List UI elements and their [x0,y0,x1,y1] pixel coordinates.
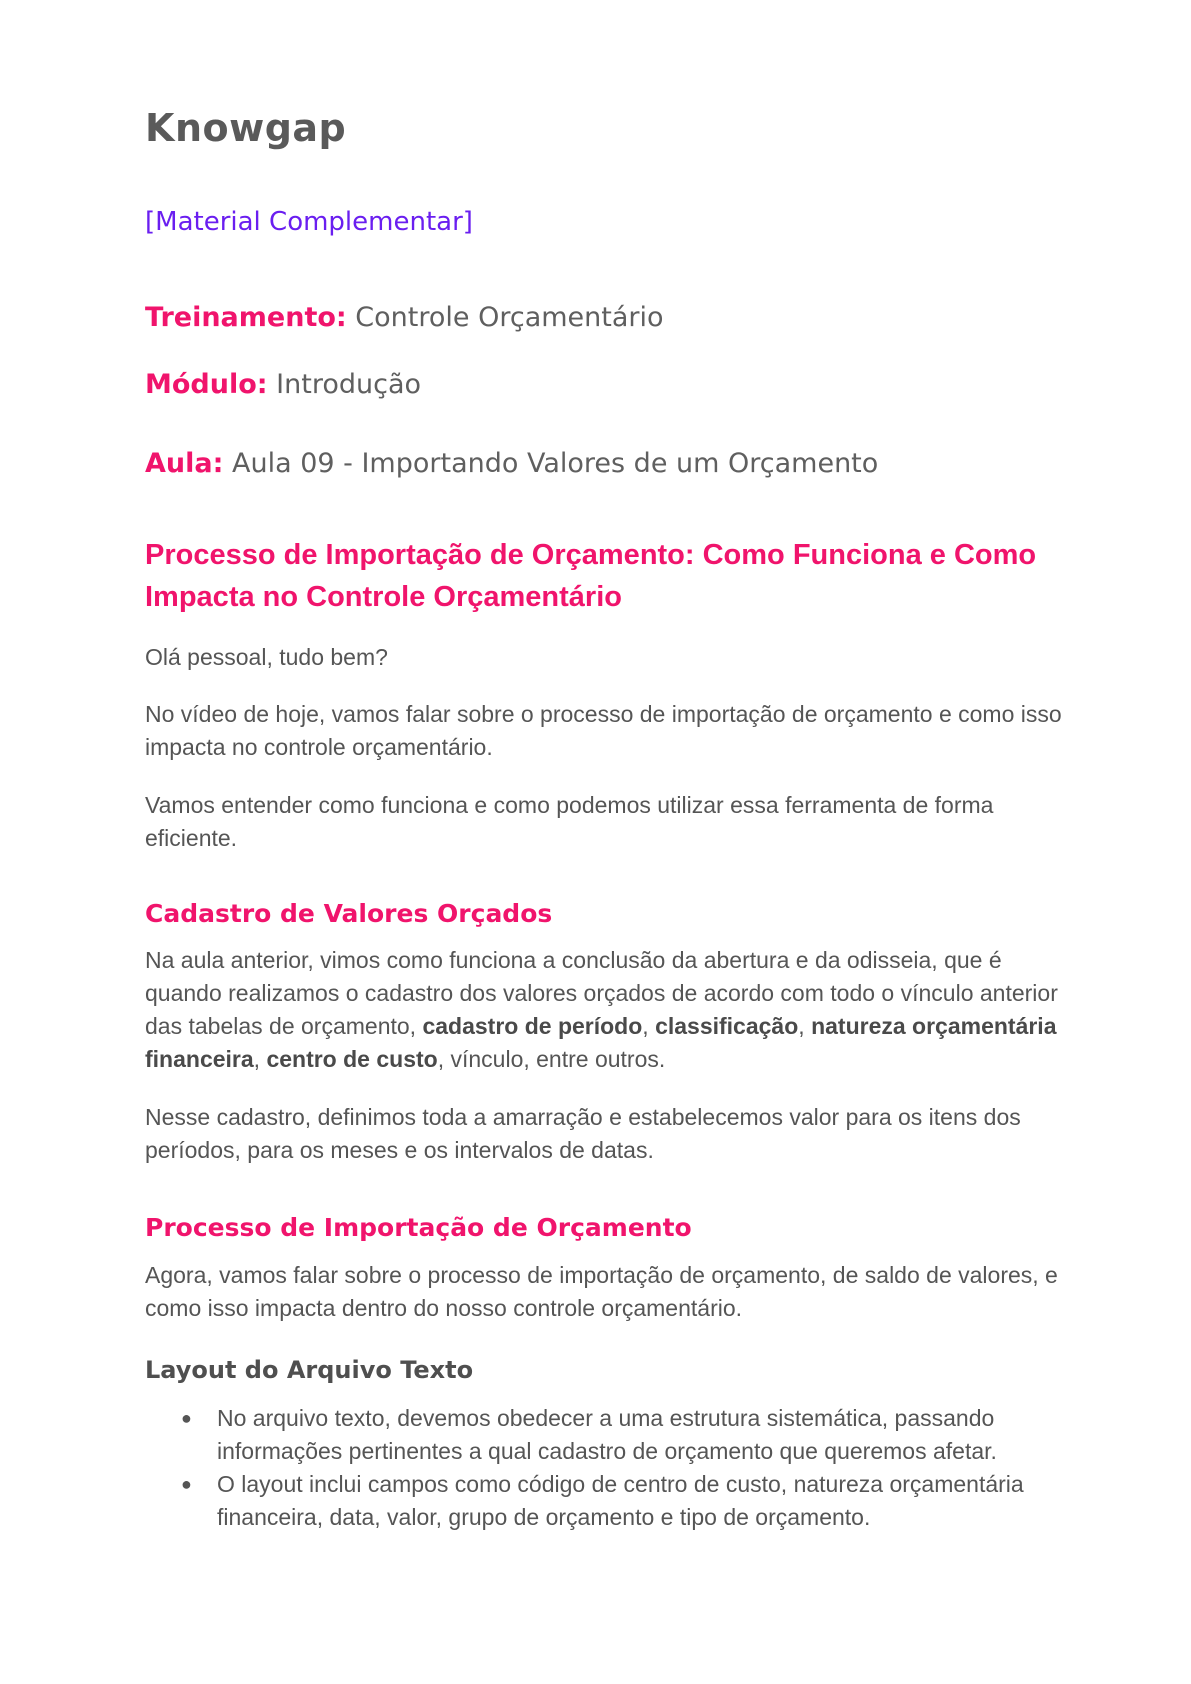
meta-lesson-label: Aula: [145,448,224,479]
material-tag: [Material Complementar] [145,207,473,237]
meta-module [145,369,421,400]
section1-paragraph-1 [145,944,1065,1076]
text-run: Na aula anterior, vimos como funciona a conclusão da abertura e da odisseia, que é quando realizamos o cadastro dos valores orçados de acordo com todo o vínculo anterior das tabelas de orçamento, [145,947,1058,1039]
meta-lesson-value: Aula 09 - Importando Valores de um Orçamento [231,448,879,479]
bold-term: natureza orçamentária financeira [145,1013,1057,1072]
text-run: , [642,1013,656,1039]
meta-module-value: Introdução [276,369,422,400]
list-item-text: No arquivo texto, devemos obedecer a uma estrutura sistemática, passando informações pertinentes a qual cadastro de orçamento que queremos afetar. [217,1405,997,1464]
text-run: , vínculo, entre outros. [437,1046,666,1072]
intro-paragraph-1: Olá pessoal, tudo bem? [145,644,388,670]
subheading-layout: Layout do Arquivo Texto [145,1356,474,1384]
bullet-icon: ● [181,1408,192,1428]
bullet-icon: ● [181,1474,192,1494]
layout-bullet-list [145,1402,1085,1534]
section-heading-importacao: Processo de Importação de Orçamento [145,1213,692,1242]
page-title: Processo de Importação de Orçamento: Como Funciona e Como Impacta no Controle Orçamentário [145,539,1037,613]
meta-module-label: Módulo: [145,369,268,400]
intro-paragraph-2: No vídeo de hoje, vamos falar sobre o processo de importação de orçamento e como isso impacta no controle orçamentário. [145,701,1062,760]
bold-term: classificação [655,1013,799,1039]
brand-logo: Knowgap [145,106,347,150]
list-item-text: O layout inclui campos como código de centro de custo, natureza orçamentária financeira, data, valor, grupo de orçamento e tipo de orçamento. [217,1471,1024,1530]
meta-training [145,302,664,333]
meta-training-value: Controle Orçamentário [355,302,664,333]
list-item [145,1468,1085,1534]
meta-lesson [145,448,878,479]
section2-paragraph-1: Agora, vamos falar sobre o processo de importação de orçamento, de saldo de valores, e como isso impacta dentro do nosso controle orçamentário. [145,1262,1058,1321]
text-run: , [798,1013,812,1039]
section-heading-cadastro: Cadastro de Valores Orçados [145,899,553,928]
meta-training-label: Treinamento: [145,302,347,333]
intro-paragraph-3: Vamos entender como funciona e como podemos utilizar essa ferramenta de forma eficiente. [145,792,994,851]
section1-paragraph-2: Nesse cadastro, definimos toda a amarração e estabelecemos valor para os itens dos períodos, para os meses e os intervalos de datas. [145,1104,1021,1163]
bold-term: centro de custo [266,1046,438,1072]
text-run: , [253,1046,267,1072]
bold-term: cadastro de período [422,1013,643,1039]
list-item [145,1402,1085,1468]
